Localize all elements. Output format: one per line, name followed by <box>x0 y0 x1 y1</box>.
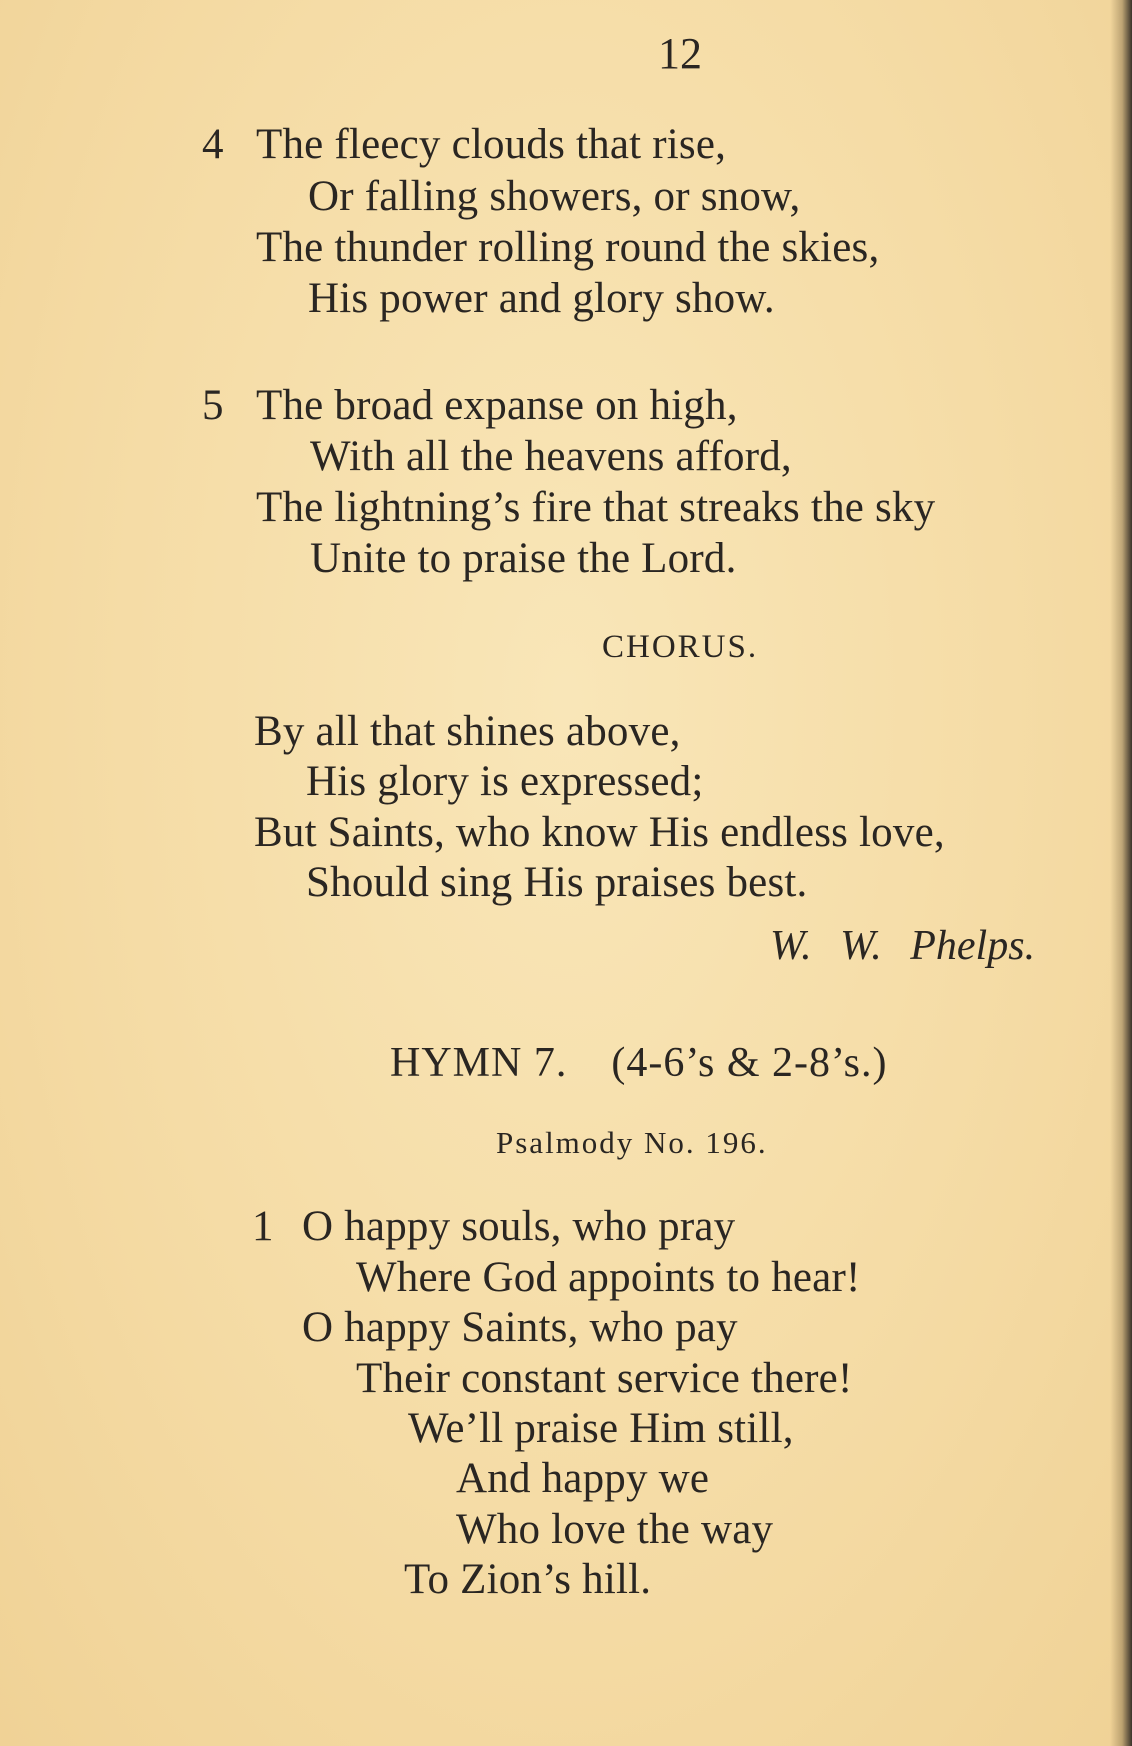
verse-line: The fleecy clouds that rise, <box>256 121 727 168</box>
verse-line: Their constant service there! <box>356 1355 853 1402</box>
page-number: 12 <box>658 29 702 78</box>
chorus-heading: CHORUS. <box>602 629 759 665</box>
verse-line: And happy we <box>456 1455 710 1502</box>
verse-line: O happy souls, who pray <box>302 1203 736 1250</box>
chorus-line: By all that shines above, <box>254 708 681 755</box>
author-attribution: W. W. Phelps. <box>770 923 1036 969</box>
hymn-meter: (4-6’s & 2-8’s.) <box>611 1040 888 1086</box>
chorus-line: Should sing His praises best. <box>306 859 808 906</box>
verse-line: His power and glory show. <box>308 275 775 322</box>
verse-line: Unite to praise the Lord. <box>310 535 737 582</box>
verse-line: Or falling showers, or snow, <box>308 173 801 220</box>
verse-line: The lightning’s fire that streaks the sky <box>256 484 936 531</box>
page-edge-shadow <box>1110 0 1132 1746</box>
tune-reference: Psalmody No. 196. <box>496 1125 768 1160</box>
verse-line: We’ll praise Him still, <box>408 1405 794 1452</box>
stanza-number: 1 <box>252 1203 274 1250</box>
hymn-number: HYMN 7. <box>390 1040 568 1086</box>
verse-line: With all the heavens afford, <box>310 433 792 480</box>
verse-line: The broad expanse on high, <box>256 382 738 429</box>
verse-line: O happy Saints, who pay <box>302 1304 738 1351</box>
hymn-title <box>390 1042 888 1084</box>
chorus-line: But Saints, who know His endless love, <box>254 809 945 856</box>
verse-line: To Zion’s hill. <box>404 1556 652 1603</box>
stanza-number: 4 <box>202 121 224 168</box>
verse-line: The thunder rolling round the skies, <box>256 224 880 271</box>
verse-line: Who love the way <box>456 1506 774 1553</box>
stanza-number: 5 <box>202 382 224 429</box>
verse-line: Where God appoints to hear! <box>356 1254 861 1301</box>
chorus-line: His glory is expressed; <box>306 758 704 805</box>
